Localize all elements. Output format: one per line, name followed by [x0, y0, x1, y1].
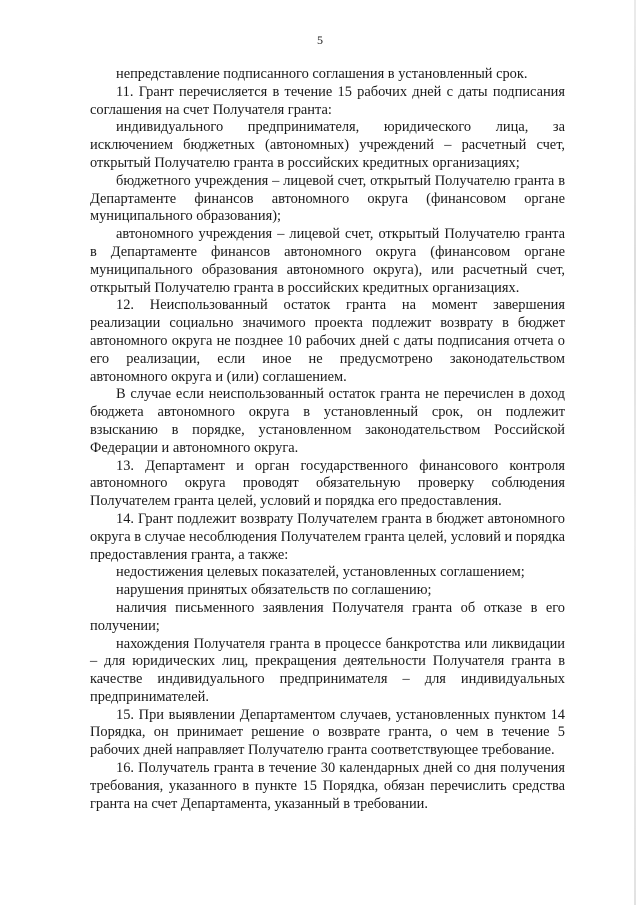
paragraph-item-16: 16. Получатель гранта в течение 30 календарных дней со дня получения требования, указанного в пункте 15 Порядка, обязан перечислить средства гранта на счет Департамента, указанный в требовании.: [90, 760, 565, 812]
paragraph-item-11-sub-2: бюджетного учреждения – лицевой счет, открытый Получателю гранта в Департаменте финансов автономного округа (финансовом органе муниципального образования);: [90, 172, 565, 225]
paragraph-item-14-sub-1: недостижения целевых показателей, установленных соглашением;: [116, 564, 525, 581]
paragraph-item-14-sub-3: наличия письменного заявления Получателя гранта об отказе в его получении;: [90, 599, 565, 634]
paragraph-item-13: 13. Департамент и орган государственного финансового контроля автономного округа проводят обязательную проверку соблюдения Получателем гранта целей, условий и порядка его предоставления.: [90, 457, 565, 510]
document-body: [90, 66, 565, 813]
page-number: 5: [317, 33, 323, 47]
paragraph-item-11-sub-3: автономного учреждения – лицевой счет, открытый Получателю гранта в Департаменте финансов автономного округа (финансовом органе муниципального образования автономного округа), или расчетный счет, открытый Получателю гранта в российских кредитных организациях.: [90, 226, 565, 296]
paragraph-item-11: 11. Грант перечисляется в течение 15 рабочих дней с даты подписания соглашения на счет Получателя гранта:: [90, 83, 565, 118]
paragraph-item-14: 14. Грант подлежит возврату Получателем гранта в бюджет автономного округа в случае несоблюдения Получателем гранта целей, условий и порядка предоставления гранта, а также:: [90, 510, 565, 563]
paragraph-continuation: непредставление подписанного соглашения в установленный срок.: [116, 66, 528, 82]
paragraph-item-12-cont: В случае если неиспользованный остаток гранта не перечислен в доход бюджета автономного округа в установленный срок, он подлежит взысканию в порядке, установленном законодательством Российской Федерации и автономного округа.: [90, 386, 565, 456]
paragraph-item-14-sub-4: нахождения Получателя гранта в процессе банкротства или ликвидации – для юридических лиц, прекращения деятельности Получателя гранта в качестве индивидуального предпринимателя – для индивидуальных предпринимателей.: [90, 635, 565, 705]
paragraph-item-15: 15. При выявлении Департаментом случаев, установленных пунктом 14 Порядка, он принимает решение о возврате гранта, о чем в течение 5 рабочих дней направляет Получателю гранта соответствующее требование.: [90, 706, 565, 759]
paragraph-item-11-sub-1: индивидуального предпринимателя, юридического лица, за исключением бюджетных (автономных) учреждений – расчетный счет, открытый Получателю гранта в российских кредитных организациях;: [90, 119, 565, 171]
paragraph-item-12: 12. Неиспользованный остаток гранта на момент завершения реализации социально значимого проекта подлежит возврату в бюджет автономного округа не позднее 10 рабочих дней с даты подписания отчета о его реализации, если иное не предусмотрено законодательством автономного округа и (или) соглашением.: [90, 297, 565, 385]
scan-edge-shadow: [634, 0, 636, 905]
paragraph-item-14-sub-2: нарушения принятых обязательств по соглашению;: [116, 582, 432, 599]
